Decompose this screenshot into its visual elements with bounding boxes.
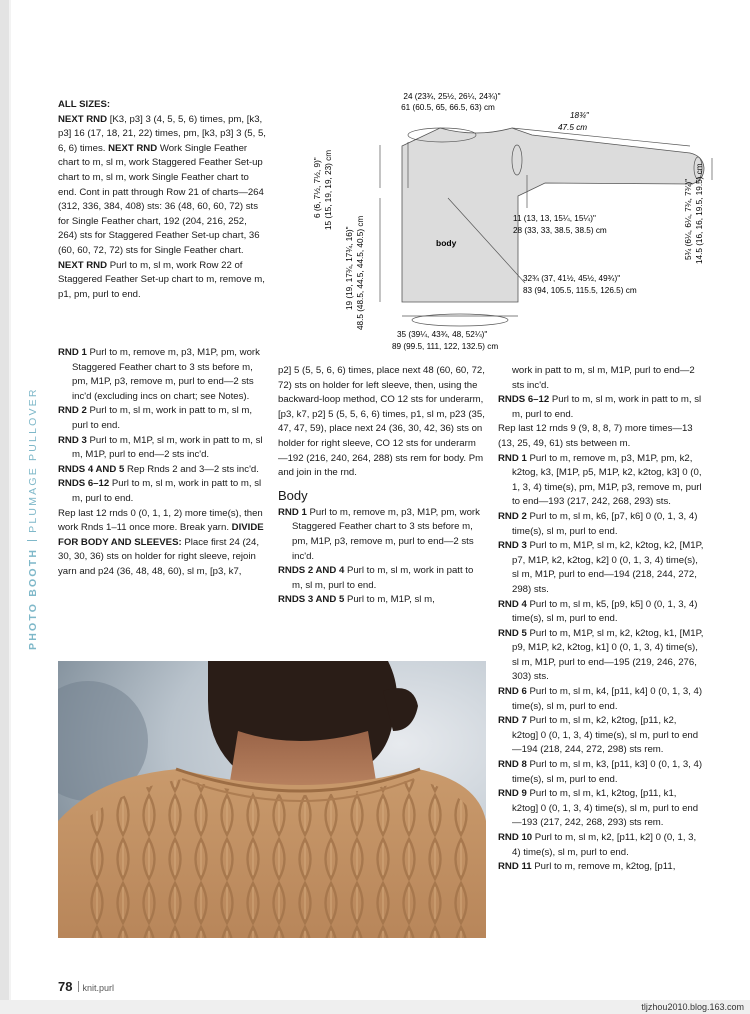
column-1-rounds — [58, 346, 267, 580]
section-label-divider — [27, 540, 37, 541]
col1-divide — [58, 507, 267, 580]
col1-para-1 — [58, 113, 267, 259]
step-label: RND 1 — [58, 347, 87, 358]
step-label: RNDS 4 AND 5 — [58, 463, 125, 475]
step-label: RND 2 — [498, 510, 527, 522]
schematic-upper-arm-cm: 28 (33, 33, 38.5, 38.5) cm — [513, 226, 607, 235]
step-label: RND 3 — [498, 540, 527, 552]
col2-para-1: p2] 5 (5, 5, 6, 6) times, place next 48 (60, 60, 72, 72) sts on holder for left sleeve, then, using the backward-loop method, CO 12 sts for underarm, [p3, k7, p2] 5 (5, 5, 6, 6) times, p1, sl m, p23 (35, 47, 47, 59), place next 24 (36, 30, 42, 36) sts on holder for right sleeve, CO 12 sts for underarm—192 (216, 240, 264, 288) sts rem for body. Pm and join in the rnd. — [278, 365, 485, 479]
step-text: [K3, p3] 3 (4, 5, 5, 6) times, pm, [k3, p3] 16 (17, 18, 21, 22) times, pm, [k3, p3] 3 (5, 5, 6, 6) times. — [58, 113, 266, 154]
col1-rnd-2 — [58, 404, 267, 433]
sweater-photo — [58, 661, 486, 938]
step-text: Purl to m, sl m, k3, [p11, k3] 0 (0, 1, 3, 4) time(s), sl m, purl to end. — [512, 759, 703, 785]
step-text: Purl to m, sl m, k2, [p11, k2] 0 (0, 1, 3, 4) time(s), sl m, purl to end. — [512, 832, 697, 858]
page-footer — [58, 979, 114, 994]
step-text: Purl to m, sl m, work in patt to m, sl m, purl to end. — [72, 478, 262, 504]
schematic-top-width-cm: 61 (60.5, 65, 66.5, 63) cm — [401, 103, 495, 112]
schematic-sleeve-length: 18¾" — [570, 111, 589, 120]
col3-rnd-4 — [498, 598, 705, 627]
col3-rnd-1 — [498, 452, 705, 510]
all-sizes-heading: ALL SIZES: — [58, 99, 111, 110]
column-1 — [58, 98, 267, 302]
step-label: RNDS 6–12 — [58, 478, 110, 490]
schematic-sleeve-length-cm: 47.5 cm — [558, 123, 588, 132]
body-heading: Body — [278, 487, 308, 503]
col3-rnd-3 — [498, 539, 705, 597]
magazine-name: knit.purl — [82, 983, 114, 993]
source-credit: tljzhou2010.blog.163.com — [0, 1000, 750, 1014]
step-text: Work Single Feather chart to m, sl m, work Staggered Feather Set-up chart to m, sl m, work Single Feather chart to end. Cont in patt through Row 21 of charts—264 (312, 336, 384, 408) sts: 36 (48, 60, 60, 72) sts for Single Feather chart, 192 (204, 216, 252, 264) sts for Staggered Feather Set-up chart, 36 (60, 60, 72, 72) sts for Single Feather chart. — [58, 142, 264, 256]
step-label: NEXT RND — [58, 259, 108, 271]
step-text: Place first 24 (24, 30, 30, 36) sts on holder for right sleeve, rejoin yarn and p24 (36, 48, 48, 60), sl m, [p3, k7, — [58, 536, 259, 577]
col1-rnd-1 — [58, 346, 267, 404]
schematic-cuff-cm: 14.5 (16, 16, 19.5, 19.5) cm — [695, 163, 704, 264]
col3-rnd-8 — [498, 758, 705, 787]
schematic-top-width: 24 (23¾, 25½, 26¼, 24¾)" — [403, 92, 501, 101]
page-edge-strip-inner — [9, 0, 11, 1014]
section-label-pattern: PLUMAGE PULLOVER — [27, 387, 39, 533]
step-label: RND 9 — [498, 788, 527, 800]
col2-rnd-1 — [278, 506, 485, 564]
section-label — [27, 387, 39, 650]
step-label: RND 1 — [498, 452, 527, 464]
step-text: Purl to m, M1P, sl m, work in patt to m, sl m, M1P, purl to end—2 sts inc'd. — [72, 434, 263, 461]
schematic-body-label: body — [436, 238, 457, 248]
step-label: RND 11 — [498, 861, 532, 873]
step-text: Purl to m, remove m, p3, M1P, pm, k2, k2tog, k3, [M1P, p5, M1P, k2, k2tog, k3] 0 (0, 1, 3, 4) time(s), pm, M1P, p3, remove m, purl to end—193 (217, 242, 268, 293) sts. — [512, 452, 702, 508]
step-label: RND 3 — [58, 434, 87, 446]
schematic-body-length: 19 (19, 17¾, 17¾, 16)" — [345, 226, 354, 310]
footer-divider — [78, 981, 79, 992]
step-label: RND 10 — [498, 832, 533, 843]
page-number: 78 — [58, 979, 73, 994]
step-text: Purl to m, M1P, sl m, k2, k2tog, k1, [M1P, p9, M1P, k2, k2tog, k1] 0 (0, 1, 3, 4) time(s), sl m, M1P, purl to end—195 (219, 246, 276, 303) sts. — [512, 627, 704, 683]
schematic-hem: 35 (39¼, 43¾, 48, 52¼)" — [397, 330, 488, 339]
step-label: RNDS 3 AND 5 — [278, 594, 345, 606]
step-label: RND 5 — [498, 627, 527, 639]
step-text: Purl to m, M1P, sl m, k2, k2tog, k2, [M1P, p7, M1P, k2, k2tog, k2] 0 (0, 1, 3, 4) time(s), sl m, M1P, purl to end—194 (218, 244, 272, 298) sts. — [512, 540, 704, 595]
step-label: RNDS 6–12 — [498, 394, 550, 406]
col1-para-2 — [58, 259, 267, 303]
col3-repeat: Rep last 12 rnds 9 (9, 8, 8, 7) more times—13 (13, 25, 49, 61) sts between m. — [498, 423, 693, 449]
step-label: RND 6 — [498, 686, 527, 698]
step-text: Purl to m, sl m, k6, [p7, k6] 0 (0, 1, 3, 4) time(s), sl m, purl to end. — [512, 510, 698, 537]
schematic-upper-arm: 11 (13, 13, 15¼, 15¼)" — [513, 214, 596, 223]
step-label: RND 7 — [498, 715, 527, 727]
step-label: DIVIDE FOR BODY AND SLEEVES: — [58, 522, 264, 548]
step-text: Purl to m, sl m, k5, [p9, k5] 0 (0, 1, 3, 4) time(s), sl m, purl to end. — [512, 598, 698, 625]
schematic-bust-cm: 83 (94, 105.5, 115.5, 126.5) cm — [523, 286, 637, 295]
schematic-cuff: 5¾ (6¼, 6¼, 7¾, 7¾)" — [684, 178, 693, 260]
step-text: Purl to m, sl m, work Row 22 of Staggered Feather Set-up chart to m, remove m, p1, pm, purl to end. — [58, 259, 265, 300]
col2-rnd-2-4 — [278, 564, 485, 593]
step-label: RND 2 — [58, 405, 87, 417]
schematic-yoke-depth-cm: 15 (15, 19, 19, 23) cm — [324, 149, 333, 230]
col3-rnd-2 — [498, 510, 705, 539]
step-text: Purl to m, sl m, k4, [p11, k4] 0 (0, 1, 3, 4) time(s), sl m, purl to end. — [512, 686, 703, 712]
step-label: RND 4 — [498, 598, 527, 610]
step-label: NEXT RND — [58, 113, 108, 125]
column-2 — [278, 364, 485, 608]
col3-rnd-5 — [498, 627, 705, 685]
page-edge-strip — [0, 0, 9, 1014]
schematic-hem-cm: 89 (99.5, 111, 122, 132.5) cm — [392, 342, 499, 351]
col3-rnd-9 — [498, 787, 705, 831]
step-text: Purl to m, sl m, work in patt to m, sl m, purl to end. — [292, 565, 474, 591]
col1-rnd-6-12 — [58, 477, 267, 506]
step-label: RNDS 2 AND 4 — [278, 565, 345, 577]
col2-rnd-3-5 — [278, 593, 485, 608]
col3-rnd-6 — [498, 685, 705, 714]
step-text: Purl to m, remove m, p3, M1P, pm, work Staggered Feather chart to 3 sts before m, pm, M1P, p3, remove m, purl to end—2 sts inc'd. — [292, 506, 480, 562]
step-text: Rep Rnds 2 and 3—2 sts inc'd. — [124, 463, 259, 475]
step-label: NEXT RND — [108, 142, 158, 154]
col3-rnd-10 — [498, 831, 705, 860]
step-text: Purl to m, remove m, p3, M1P, pm, work Staggered Feather chart to 3 sts before m, pm, M1P, p3, remove m, purl to end—2 sts inc'd (excluding incs on chart; see Notes). — [72, 347, 260, 402]
step-text: Purl to m, sl m, k2, k2tog, [p11, k2, k2tog] 0 (0, 1, 3, 4) time(s), sl m, purl to end—194 (218, 244, 272, 298) sts rem. — [512, 715, 699, 756]
schematic-bust: 32¾ (37, 41½, 45½, 49¾)" — [523, 274, 621, 283]
step-label: RND 1 — [278, 506, 307, 518]
step-text: Purl to m, sl m, k1, k2tog, [p11, k1, k2tog] 0 (0, 1, 3, 4) time(s), sl m, purl to end—193 (217, 242, 268, 293) sts rem. — [512, 788, 699, 829]
schematic-body-length-cm: 48.5 (48.5, 44.5, 44.5, 40.5) cm — [356, 215, 365, 330]
col3-rnd-11 — [498, 860, 705, 875]
step-label: RND 8 — [498, 759, 527, 771]
col1-rnd-3 — [58, 434, 267, 463]
step-text: Purl to m, remove m, k2tog, [p11, — [531, 861, 676, 873]
schematic-yoke-depth: 6 (6, 7½, 7½, 9)" — [313, 157, 322, 218]
garment-schematic — [300, 88, 730, 353]
col1-rnd-4-5 — [58, 463, 267, 478]
col3-rnd-7 — [498, 714, 705, 758]
step-text: Rep last 12 rnds 0 (0, 1, 1, 2) more time(s), then work Rnds 1–11 once more. Break yarn. — [58, 507, 263, 534]
section-label-category: PHOTO BOOTH — [27, 547, 39, 650]
col3-rnd-6-12 — [498, 393, 705, 422]
col3-para-1: work in patt to m, sl m, M1P, purl to end—2 sts inc'd. — [512, 365, 695, 391]
step-text: Purl to m, M1P, sl m, — [344, 594, 435, 606]
column-3 — [498, 364, 705, 875]
step-text: Purl to m, sl m, work in patt to m, sl m, purl to end. — [72, 405, 253, 431]
step-text: Purl to m, sl m, work in patt to m, sl m, purl to end. — [512, 394, 702, 420]
